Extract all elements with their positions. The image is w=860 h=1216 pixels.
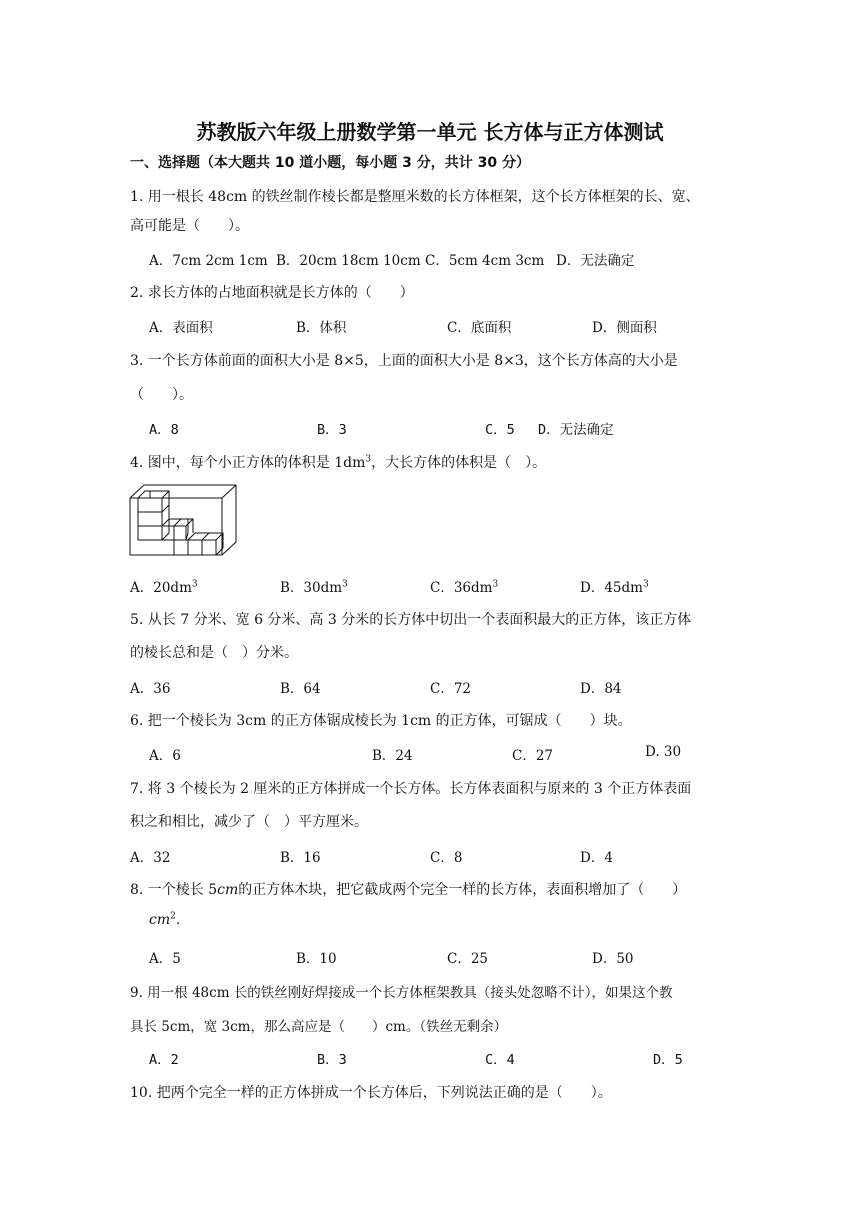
q8-option-b: B．10 [296, 951, 337, 967]
q1-option-d: D．无法确定 [556, 253, 635, 269]
q6-option-b: B．24 [372, 748, 413, 764]
q4-option-b: B．$30dm^3$ [280, 579, 348, 596]
q4-text-a: 4. 图中，每个小正方体的体积是 1dm [130, 455, 366, 471]
q1-option-a: A．7cm 2cm 1cm [149, 253, 268, 269]
question-5-line-2: 的棱长总和是（ ）分米。 [130, 645, 298, 661]
question-10-line-1: 10. 把两个完全一样的正方体拼成一个长方体后，下列说法正确的是（ ）。 [130, 1085, 612, 1101]
q3-option-b: B．3 [317, 422, 347, 438]
question-4-line-1 [130, 452, 546, 472]
q3-option-d: D．无法确定 [538, 422, 614, 438]
q4-option-a: A．$20dm^3$ [130, 579, 198, 596]
q4-option-c: C．$36dm^3$ [430, 579, 499, 596]
q1-option-c: C．5cm 4cm 3cm [425, 253, 545, 269]
question-3-line-2: （ ）。 [130, 387, 193, 403]
q6-option-c: C．27 [512, 748, 554, 764]
q5-option-a: A．36 [130, 681, 171, 697]
q7-option-b: B．16 [280, 850, 321, 866]
q9-option-d: D．5 [653, 1052, 683, 1068]
question-1-line-1: 1. 用一根长 48cm 的铁丝制作棱长都是整厘米数的长方体框架，这个长方体框架的长、宽、 [130, 189, 700, 205]
question-7-line-2: 积之和相比，减少了（ ）平方厘米。 [130, 814, 368, 830]
q1-option-b: B．20cm 18cm 10cm [276, 253, 421, 269]
q4-text-b: ，大长方体的体积是（ ）。 [371, 455, 547, 471]
q8-option-c: C．25 [447, 951, 489, 967]
question-1-line-2: 高可能是（ ）。 [130, 218, 249, 234]
q3-option-c: C．5 [485, 422, 515, 438]
q5-option-d: D．84 [580, 681, 622, 697]
q7-option-d: D．4 [580, 850, 613, 866]
cube-figure [129, 484, 239, 558]
section-heading: 一、选择题（本大题共 10 道小题，每小题 3 分，共计 30 分） [130, 155, 530, 171]
q7-option-a: A．32 [130, 850, 171, 866]
question-9-line-1: 9. 用一根 48cm 长的铁丝刚好焊接成一个长方体框架教具（接头处忽略不计），如果这个教 [130, 985, 673, 1001]
question-7-line-1: 7. 将 3 个棱长为 2 厘米的正方体拼成一个长方体。长方体表面积与原来的 3 个正方体表面 [130, 781, 692, 797]
question-5-line-1: 5. 从长 7 分米、宽 6 分米、高 3 分米的长方体中切出一个表面积最大的正方体，该正方体 [130, 612, 692, 628]
q4-option-d: D．$45dm^3$ [580, 579, 649, 596]
q2-option-c: C．底面积 [447, 320, 512, 336]
q8-option-d: D．50 [592, 951, 634, 967]
q5-option-b: B．64 [280, 681, 321, 697]
q2-option-a: A．表面积 [149, 320, 213, 336]
q2-option-b: B．体积 [296, 320, 347, 336]
q9-option-b: B．3 [317, 1052, 347, 1068]
q5-option-c: C．72 [430, 681, 472, 697]
question-2-line-1: 2. 求长方体的占地面积就是长方体的（ ） [130, 285, 414, 301]
q3-option-a: A．8 [149, 422, 179, 438]
question-6-line-1: 6. 把一个棱长为 3cm 的正方体锯成棱长为 1cm 的正方体，可锯成（ ）块。 [130, 713, 632, 729]
question-3-line-1: 3. 一个长方体前面的面积大小是 8×5，上面的面积大小是 8×3，这个长方体高的大小是 [130, 353, 678, 369]
q6-option-a: A．6 [149, 748, 181, 764]
question-9-line-2: 具长 5cm，宽 3cm，那么高应是（ ）cm。（铁丝无剩余） [130, 1019, 508, 1035]
q4-sup: 3 [365, 454, 372, 465]
q8-option-a: A．5 [149, 951, 181, 967]
q9-option-a: A．2 [149, 1052, 179, 1068]
q2-option-d: D．侧面积 [592, 320, 657, 336]
question-8-line-1: 8. 一个棱长 5cm的正方体木块，把它截成两个完全一样的长方体，表面积增加了（ ） [130, 882, 687, 898]
q7-option-c: C．8 [430, 850, 463, 866]
q6-option-d: D. 30 [645, 744, 682, 760]
q9-option-c: C．4 [485, 1052, 515, 1068]
question-8-line-2: $cm^2$. [149, 911, 181, 928]
page-title: 苏教版六年级上册数学第一单元 长方体与正方体测试 [196, 120, 664, 144]
